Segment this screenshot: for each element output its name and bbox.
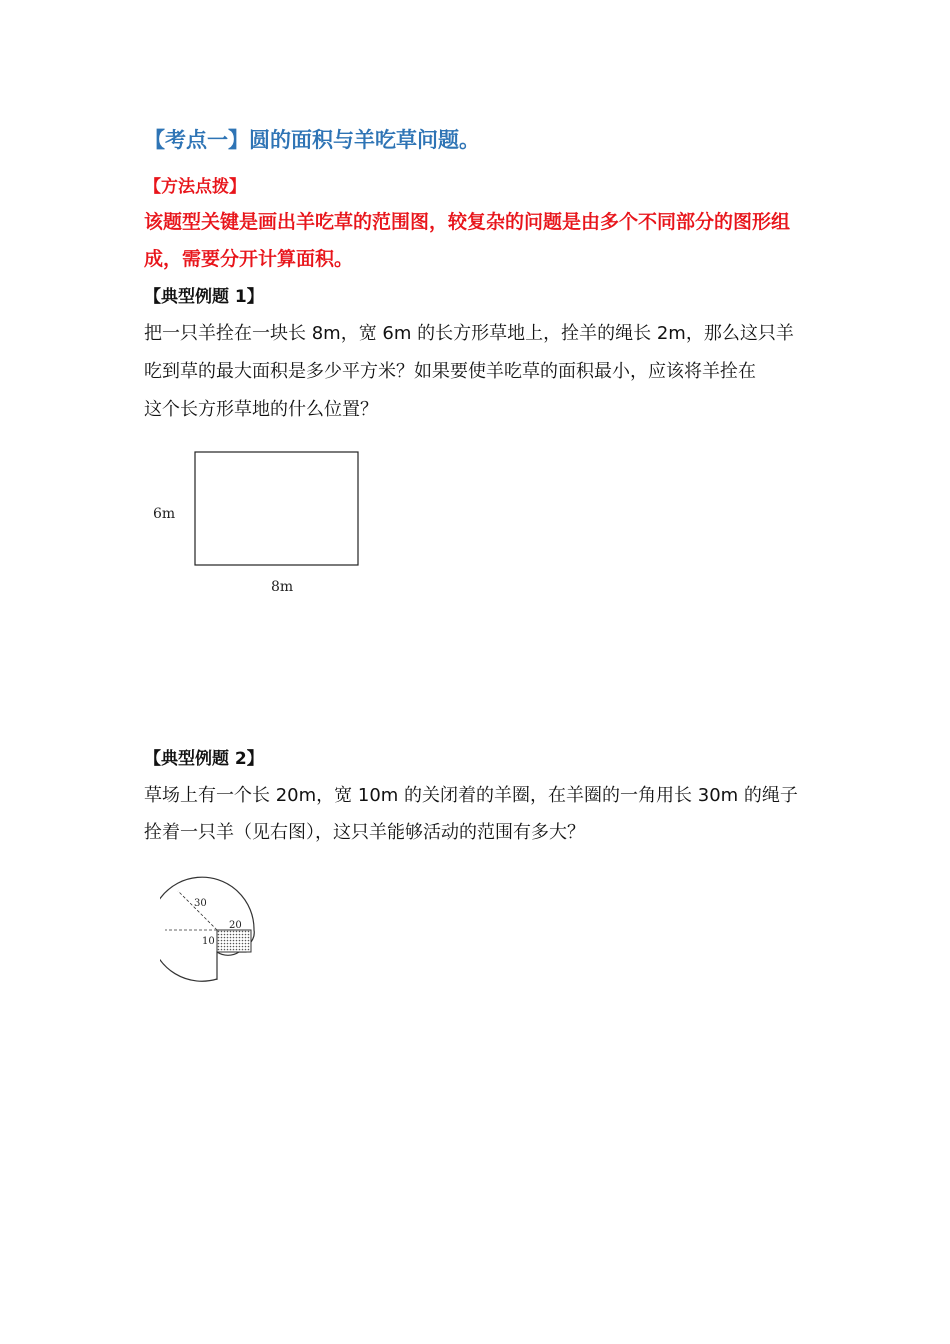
sheep-pen [217, 930, 251, 952]
pen-length-label: 20 [229, 920, 242, 931]
method-text-line-2: 成，需要分开计算面积。 [144, 248, 354, 270]
rope-radius-line [178, 891, 217, 930]
pen-width-label: 10 [202, 936, 215, 947]
example-1-text-line-2: 吃到草的最大面积是多少平方米？如果要使羊吃草的面积最小，应该将羊拴在 [144, 361, 756, 382]
example-2-title: 【典型例题 2】 [144, 749, 264, 769]
rectangle-width-label: 8m [271, 579, 294, 595]
sheep-pen-figure [160, 876, 280, 991]
rectangle-figure [140, 440, 380, 610]
section-heading: 【考点一】圆的面积与羊吃草问题。 [144, 128, 480, 152]
method-title: 【方法点拨】 [144, 177, 246, 197]
method-text-line-1: 该题型关键是画出羊吃草的范围图，较复杂的问题是由多个不同部分的图形组 [144, 211, 791, 233]
rectangle-height-label: 6m [153, 506, 176, 522]
radius-label: 30 [194, 898, 207, 909]
example-1-text-line-3: 这个长方形草地的什么位置？ [144, 399, 378, 420]
example-2-text-line-2: 拴着一只羊（见右图），这只羊能够活动的范围有多大？ [144, 822, 585, 843]
example-1-text-line-1: 把一只羊拴在一块长 8m，宽 6m 的长方形草地上，拴羊的绳长 2m，那么这只羊 [144, 323, 794, 344]
example-2-text-line-1: 草场上有一个长 20m，宽 10m 的关闭着的羊圈，在羊圈的一角用长 30m 的绳子 [144, 785, 798, 806]
grass-rectangle [195, 452, 358, 565]
example-1-title: 【典型例题 1】 [144, 287, 264, 307]
